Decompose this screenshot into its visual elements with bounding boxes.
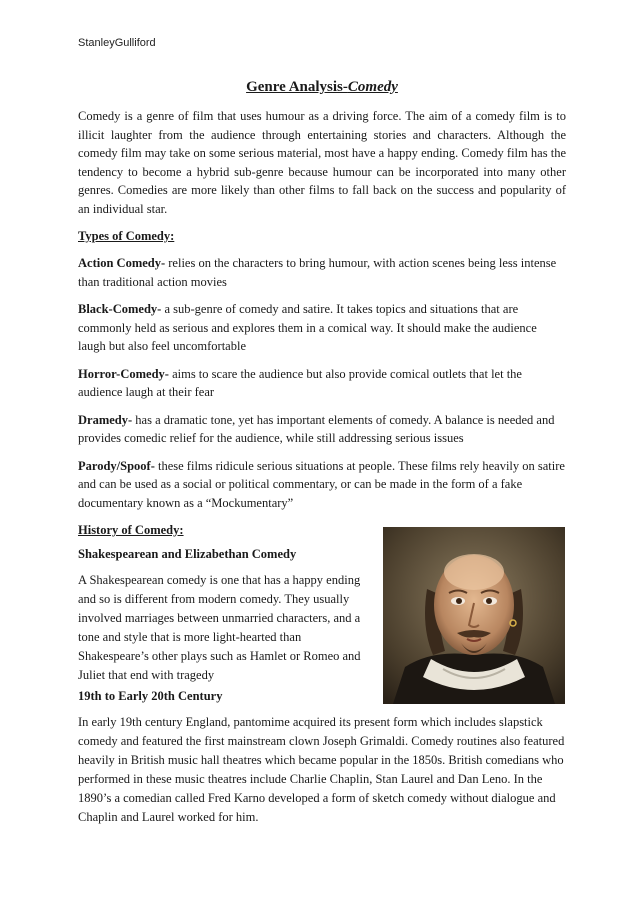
type-name: Black-Comedy- bbox=[78, 302, 162, 316]
title-genre: Comedy bbox=[347, 79, 398, 95]
page-title bbox=[78, 78, 566, 96]
type-parody-spoof bbox=[78, 457, 566, 513]
century-paragraph: In early 19th century England, pantomime acquired its present form which includes slapstick comedy and featured the first mainstream clown Joseph Grimaldi. Comedy routines also featured heavily in British music hall theatres which became popular in the 1850s. British comedians who performed in these music theatres include Charlie Chaplin, Stan Laurel and Dan Leno. In the 1890’s a comedian called Fred Karno developed a form of sketch comedy without dialogue and Chaplin and Laurel worked for him. bbox=[78, 715, 565, 824]
shakespeare-paragraph: A Shakespearean comedy is one that has a happy ending and so is different from modern comedy. They usually involved marriages between unmarried characters, and a tone and style that is more light-hearted than Shakespeare’s other plays such as Hamlet or Romeo and Juliet that end with tragedy bbox=[78, 573, 361, 682]
document-body bbox=[78, 78, 566, 827]
type-black-comedy bbox=[78, 300, 566, 356]
title-prefix: Genre Analysis- bbox=[246, 79, 348, 95]
intro-paragraph: Comedy is a genre of film that uses humour as a driving force. The aim of a comedy film is to illicit laughter from the audience through entertaining stories and characters. Although the comedy film may take on some serious material, most have a happy ending. Comedy film has the tendency to become a hybrid sub-genre because humour can be incorporated into many other genres. Comedies are more likely than other films to fall back on the success and popularity of an individual star. bbox=[78, 109, 566, 216]
shakespeare-portrait-image bbox=[383, 527, 565, 704]
type-description: has a dramatic tone, yet has important elements of comedy. A balance is needed and provides comedic relief for the audience, while still addressing serious issues bbox=[78, 412, 555, 445]
type-name: Parody/Spoof- bbox=[78, 458, 155, 473]
type-horror-comedy bbox=[78, 365, 566, 402]
history-heading: History of Comedy: bbox=[78, 523, 184, 537]
type-name: Dramedy- bbox=[78, 412, 133, 427]
type-description: relies on the characters to bring humour, with action scenes being less intense than traditional action movies bbox=[78, 256, 557, 289]
author-name: StanleyGulliford bbox=[78, 37, 156, 49]
type-dramedy bbox=[78, 411, 566, 448]
type-action-comedy bbox=[78, 254, 566, 291]
shakespeare-heading: Shakespearean and Elizabethan Comedy bbox=[78, 547, 297, 561]
type-description: a sub-genre of comedy and satire. It takes topics and situations that are commonly held as serious and explores them in a comical way. It should make the audience laugh but also feel uncomfortable bbox=[78, 302, 537, 353]
type-name: Horror-Comedy- bbox=[78, 366, 169, 381]
portrait-illustration bbox=[383, 527, 565, 704]
type-description: aims to scare the audience but also provide comical outlets that let the audience laugh at their fear bbox=[78, 366, 522, 399]
types-heading: Types of Comedy: bbox=[78, 229, 175, 243]
type-name: Action Comedy- bbox=[78, 256, 166, 270]
shakespeare-section bbox=[78, 545, 566, 685]
type-description: these films ridicule serious situations at people. These films rely heavily on satire and can be used as a social or political commentary, or can be made in the form of a fake documentary known as a “Mockumentary” bbox=[78, 458, 565, 510]
century-heading: 19th to Early 20th Century bbox=[78, 689, 223, 703]
